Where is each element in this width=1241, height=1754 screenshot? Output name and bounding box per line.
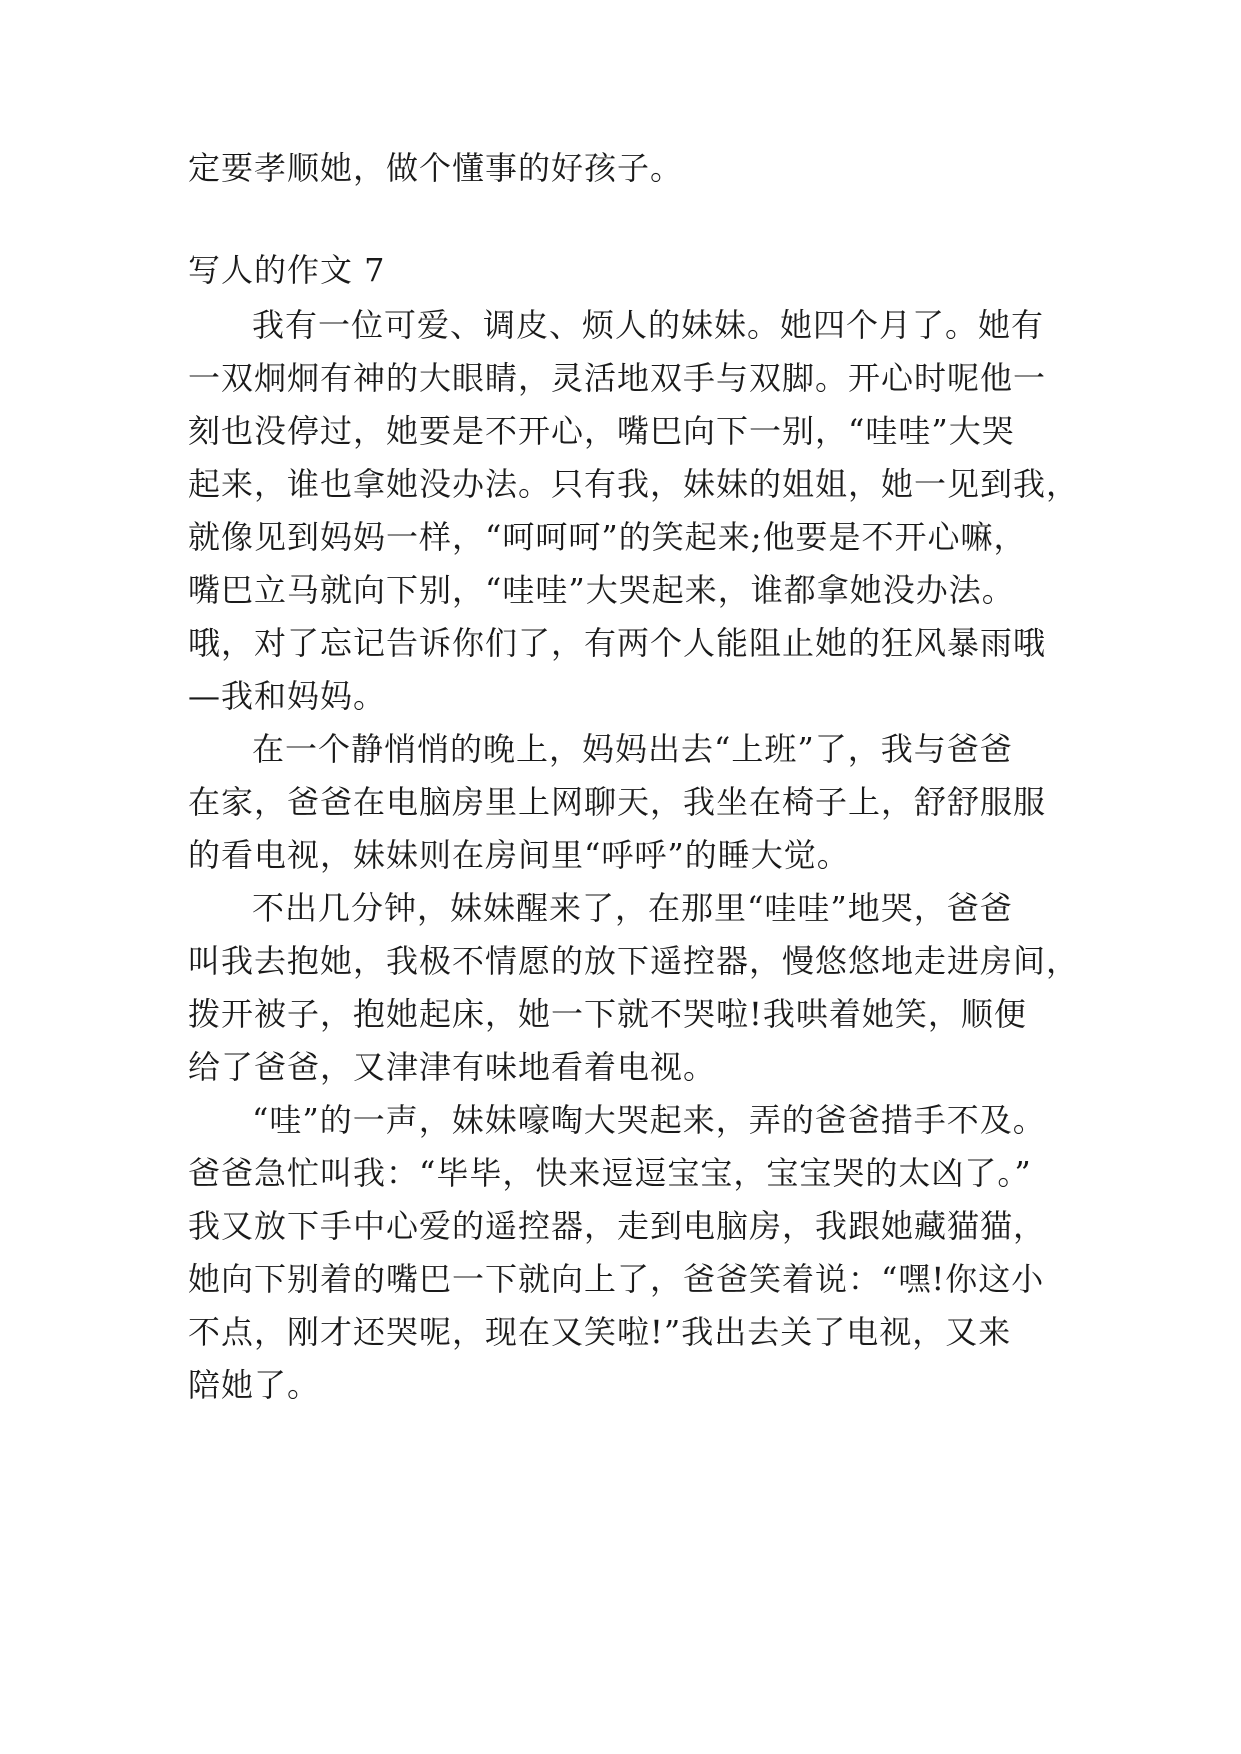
paragraph-line: 她向下别着的嘴巴一下就向上了，爸爸笑着说：“嘿!你这小 [188, 1260, 1045, 1298]
paragraph-line: “哇”的一声，妹妹嚎啕大哭起来，弄的爸爸措手不及。 [252, 1101, 1046, 1139]
paragraph-line: 刻也没停过，她要是不开心，嘴巴向下一别，“哇哇”大哭 [188, 412, 1015, 450]
paragraph-line: 一双炯炯有神的大眼睛，灵活地双手与双脚。开心时呢他一 [188, 359, 1047, 397]
paragraph-line: 嘴巴立马就向下别，“哇哇”大哭起来，谁都拿她没办法。 [188, 571, 1015, 609]
paragraph-line: 我有一位可爱、调皮、烦人的妹妹。她四个月了。她有 [252, 306, 1045, 344]
paragraph-line: 在一个静悄悄的晚上，妈妈出去“上班”了，我与爸爸 [252, 730, 1013, 768]
paragraph-line: 起来，谁也拿她没办法。只有我，妹妹的姐姐，她一见到我， [188, 465, 1080, 503]
paragraph-line: 不点，刚才还哭呢，现在又笑啦!”我出去关了电视，又来 [188, 1313, 1012, 1351]
paragraph-line: 的看电视，妹妹则在房间里“呼呼”的睡大觉。 [188, 836, 850, 874]
paragraph-line: 陪她了。 [188, 1366, 321, 1404]
paragraph-line: 不出几分钟，妹妹醒来了，在那里“哇哇”地哭，爸爸 [252, 889, 1013, 927]
paragraph-line: 我又放下手中心爱的遥控器，走到电脑房，我跟她藏猫猫， [188, 1207, 1047, 1245]
paragraph-line: —我和妈妈。 [188, 677, 387, 715]
paragraph-line: 叫我去抱她，我极不情愿的放下遥控器，慢悠悠地走进房间， [188, 942, 1080, 980]
paragraph-line: 拨开被子，抱她起床，她一下就不哭啦!我哄着她笑，顺便 [188, 995, 1027, 1033]
paragraph-line: 爸爸急忙叫我：“毕毕，快来逗逗宝宝，宝宝哭的太凶了。” [188, 1154, 1032, 1192]
text-line: 定要孝顺她，做个懂事的好孩子。 [188, 149, 684, 187]
paragraph-line: 在家，爸爸在电脑房里上网聊天，我坐在椅子上，舒舒服服 [188, 783, 1047, 821]
paragraph-line: 哦，对了忘记告诉你们了，有两个人能阻止她的狂风暴雨哦 [188, 624, 1047, 662]
section-heading: 写人的作文 7 [188, 251, 386, 289]
paragraph-line: 给了爸爸，又津津有味地看着电视。 [188, 1048, 717, 1086]
paragraph-line: 就像见到妈妈一样，“呵呵呵”的笑起来;他要是不开心嘛， [188, 518, 1027, 556]
